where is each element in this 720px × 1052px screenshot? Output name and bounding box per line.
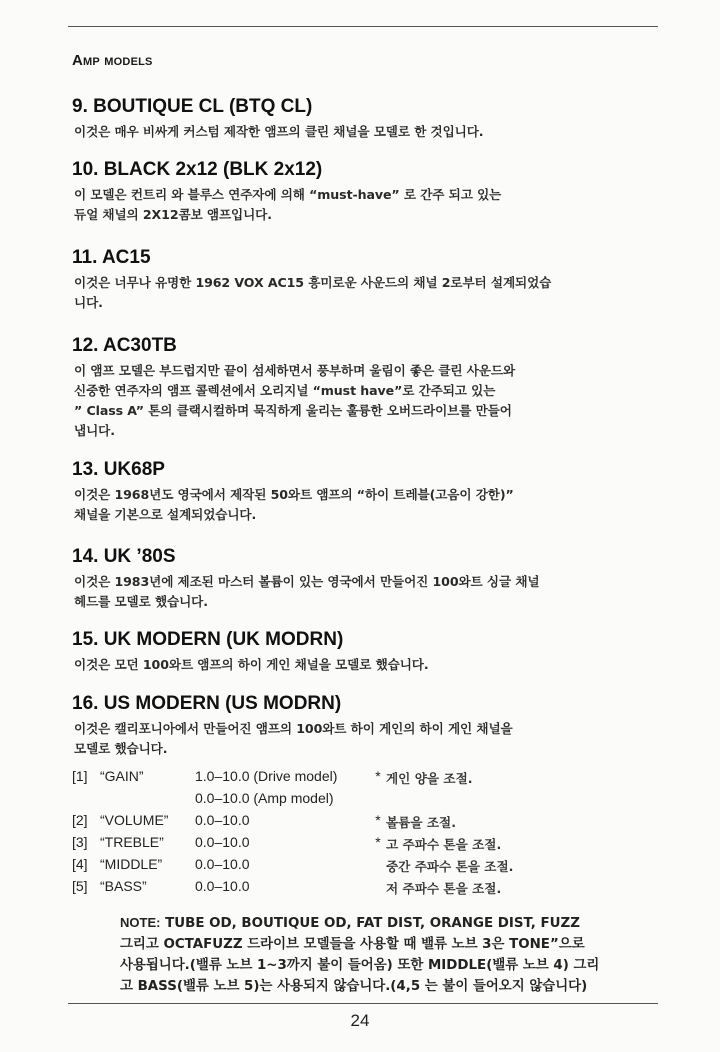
param-description: 저 주파수 톤을 조절.	[386, 881, 502, 896]
amp-model-section	[72, 95, 672, 142]
param-asterisk	[370, 790, 386, 812]
description-line: 모델로 했습니다.	[74, 741, 168, 756]
param-index: [4]	[72, 856, 88, 872]
param-index: [5]	[72, 878, 88, 894]
param-asterisk: *	[375, 834, 381, 850]
param-asterisk	[370, 856, 386, 878]
description-line: 이것은 캘리포니아에서 만들어진 앰프의 100와트 하이 게인의 하이 게인 채널을	[74, 721, 513, 736]
description-line: 헤드를 모델로 했습니다.	[74, 594, 208, 609]
param-description: 게인 양을 조절.	[386, 771, 473, 786]
amp-model-title: 16. US MODERN (US MODRN)	[72, 693, 342, 714]
parameter-row	[72, 768, 513, 790]
amp-model-description	[74, 655, 672, 675]
note-line: 고 BASS(밸류 노브 5)는 사용되지 않습니다.(4,5 는 불이 들어오지 않습니다)	[120, 979, 588, 994]
amp-model-section	[72, 458, 672, 525]
description-line: 니다.	[74, 295, 103, 310]
note-block	[120, 912, 680, 997]
description-line: 이 앰프 모델은 부드럽지만 끝이 섬세하면서 풍부하며 울림이 좋은 클린 사운드와	[74, 363, 516, 378]
amp-model-title: 14. UK ’80S	[72, 546, 176, 567]
amp-model-section	[72, 334, 672, 441]
param-name	[100, 790, 195, 812]
param-range: 1.0–10.0 (Drive model)	[195, 768, 338, 784]
top-divider	[68, 26, 658, 27]
param-index: [2]	[72, 812, 88, 828]
description-line: 이것은 1983년에 제조된 마스터 볼륨이 있는 영국에서 만들어진 100와트 싱글 채널	[74, 574, 540, 589]
param-description: 중간 주파수 톤을 조절.	[386, 859, 514, 874]
param-range: 0.0–10.0 (Amp model)	[195, 790, 334, 806]
description-line: 냅니다.	[74, 423, 115, 438]
param-index: [3]	[72, 834, 88, 850]
amp-model-description	[74, 485, 672, 525]
note-label: NOTE:	[120, 915, 161, 930]
amp-model-title: 15. UK MODERN (UK MODRN)	[72, 629, 344, 650]
description-line: 듀얼 채널의 2X12콤보 앰프입니다.	[74, 207, 272, 222]
description-line: 이것은 너무나 유명한 1962 VOX AC15 흥미로운 사운드의 채널 2로부터 설계되었습	[74, 275, 552, 290]
param-range: 0.0–10.0	[195, 856, 250, 872]
param-description: 고 주파수 톤을 조절.	[386, 837, 502, 852]
parameter-row	[72, 878, 513, 900]
param-name: “GAIN”	[100, 768, 144, 784]
amp-model-description	[74, 273, 672, 313]
amp-model-title: 13. UK68P	[72, 459, 165, 480]
amp-model-description	[74, 719, 672, 759]
param-name: “MIDDLE”	[100, 856, 163, 872]
param-asterisk	[370, 878, 386, 900]
note-line: 사용됩니다.(밸류 노브 1~3까지 불이 들어옴) 또한 MIDDLE(밸류 노브 4) 그리	[120, 958, 600, 973]
param-name: “TREBLE”	[100, 834, 164, 850]
description-line: 이것은 매우 비싸게 커스텀 제작한 앰프의 클린 채널을 모델로 한 것입니다.	[74, 124, 484, 139]
page-number: 24	[350, 1011, 370, 1030]
param-index	[72, 790, 100, 812]
param-range: 0.0–10.0	[195, 812, 250, 828]
parameter-table	[72, 768, 513, 900]
description-line: 신중한 연주자의 앰프 콜렉션에서 오리지널 “must have”로 간주되고 있는	[74, 383, 496, 398]
amp-model-description	[74, 122, 672, 142]
param-name: “VOLUME”	[100, 812, 169, 828]
amp-model-section	[72, 628, 672, 675]
param-name: “BASS”	[100, 878, 147, 894]
description-line: ” Class A” 톤의 클랙시컬하며 묵직하게 울리는 훌륭한 오버드라이브를 만들어	[74, 403, 512, 418]
amp-model-section	[72, 158, 672, 225]
amp-model-section	[72, 692, 672, 759]
amp-model-title: 10. BLACK 2x12 (BLK 2x12)	[72, 159, 323, 180]
parameter-row	[72, 790, 513, 812]
amp-model-description	[74, 185, 672, 225]
amp-model-title: 9. BOUTIQUE CL (BTQ CL)	[72, 96, 313, 117]
parameter-row	[72, 834, 513, 856]
section-label: Amp models	[72, 52, 153, 69]
amp-model-section	[72, 545, 672, 612]
param-range: 0.0–10.0	[195, 834, 250, 850]
amp-model-description	[74, 572, 672, 612]
param-asterisk: *	[375, 768, 381, 784]
parameter-row	[72, 812, 513, 834]
param-range: 0.0–10.0	[195, 878, 250, 894]
amp-model-description	[74, 361, 672, 441]
description-line: 채널을 기본으로 설계되었습니다.	[74, 507, 257, 522]
param-description	[386, 790, 513, 812]
description-line: 이것은 1968년도 영국에서 제작된 50와트 앰프의 “하이 트레블(고음이 강한)”	[74, 487, 514, 502]
param-index: [1]	[72, 768, 88, 784]
description-line: 이 모델은 컨트리 와 블루스 연주자에 의해 “must-have” 로 간주 되고 있는	[74, 187, 502, 202]
note-first-line: TUBE OD, BOUTIQUE OD, FAT DIST, ORANGE DIST, FUZZ	[165, 916, 580, 931]
amp-model-title: 11. AC15	[72, 247, 151, 268]
description-line: 이것은 모던 100와트 앰프의 하이 게인 채널을 모델로 했습니다.	[74, 657, 429, 672]
note-line: 그리고 OCTAFUZZ 드라이브 모델들을 사용할 때 밸류 노브 3은 TONE”으로	[120, 937, 585, 952]
bottom-divider	[68, 1003, 658, 1004]
amp-model-section	[72, 246, 672, 313]
amp-model-title: 12. AC30TB	[72, 335, 177, 356]
parameter-row	[72, 856, 513, 878]
param-asterisk: *	[375, 812, 381, 828]
param-description: 볼륨을 조절.	[386, 815, 456, 830]
